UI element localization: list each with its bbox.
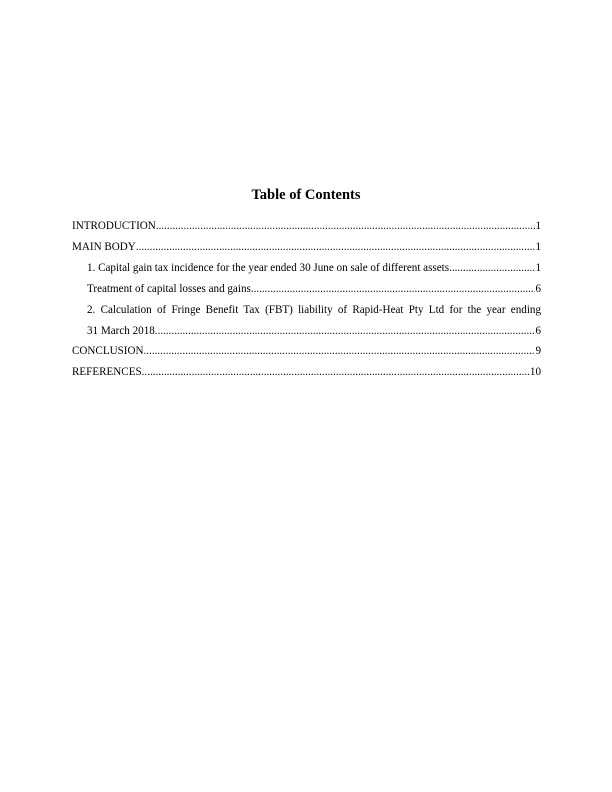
toc-page-number: 10: [529, 366, 541, 379]
toc-entry-conclusion[interactable]: [72, 341, 541, 362]
toc-entry-capital-losses-gains[interactable]: [72, 279, 541, 300]
toc-entry-label: REFERENCES: [72, 366, 142, 379]
toc-page-number: 9: [535, 345, 541, 358]
toc-entry-label: 1. Capital gain tax incidence for the year ended 30 June on sale of different assets: [87, 261, 450, 274]
toc-leader-dots: [449, 258, 535, 279]
table-of-contents: [72, 216, 541, 383]
toc-entry-introduction[interactable]: [72, 216, 541, 237]
toc-page-number: 1: [535, 220, 541, 232]
toc-entry-main-body[interactable]: [72, 237, 541, 258]
toc-entry-fbt-liability[interactable]: [72, 321, 541, 342]
toc-leader-dots: [136, 237, 536, 258]
toc-leader-dots: [155, 321, 536, 342]
toc-entry-references[interactable]: [72, 362, 541, 383]
toc-page-number: 6: [535, 282, 541, 295]
toc-entry-capital-gain-tax[interactable]: [72, 258, 541, 279]
toc-leader-dots: [142, 362, 530, 383]
toc-leader-dots: [144, 341, 536, 362]
toc-entry-label: Treatment of capital losses and gains: [87, 282, 251, 295]
toc-entry-label: CONCLUSION: [72, 345, 144, 358]
toc-title: Table of Contents: [251, 187, 361, 203]
toc-page-number: 6: [535, 324, 541, 337]
toc-leader-dots: [156, 216, 536, 237]
toc-entry-label: 31 March 2018: [87, 324, 155, 337]
toc-page-number: 1: [535, 240, 541, 253]
toc-entry-fbt-liability-line1[interactable]: 2. Calculation of Fringe Benefit Tax (FBT) liability of Rapid-Heat Pty Ltd for the year ending: [87, 303, 541, 316]
toc-entry-label: INTRODUCTION: [72, 220, 156, 232]
toc-entry-label: MAIN BODY: [72, 240, 136, 253]
toc-page-number: 1: [535, 261, 541, 274]
toc-leader-dots: [251, 279, 536, 300]
